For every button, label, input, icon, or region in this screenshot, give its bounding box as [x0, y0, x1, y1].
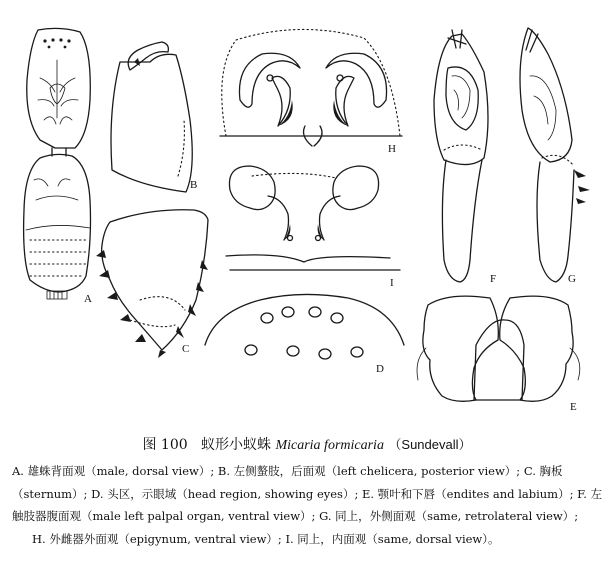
panel-a-male-dorsal-drawing — [24, 28, 92, 305]
panel-h-epigynum-ventral-drawing — [220, 29, 402, 155]
caption-line: H. 外雌器外面观（epigynum, ventral view）; I. 同上，内面观（same, dorsal view）。 — [32, 531, 500, 546]
figure-title — [0, 436, 614, 455]
panel-label-f: F — [490, 273, 497, 285]
caption-line: A. 雄蛛背面观（male, dorsal view）; B. 左侧螯肢，后面观（left chelicera, posterior view）; C. 胸板 — [12, 464, 563, 478]
panel-label-b: B — [190, 179, 198, 191]
figure-number: 图 100 — [142, 437, 188, 453]
caption-line: 触肢器腹面观（male left palpal organ, ventral view）; G. 同上，外侧面观（same, retrolateral view）; — [12, 509, 579, 523]
panel-e-endites-labium-drawing — [417, 296, 580, 413]
panel-label-h: H — [388, 143, 396, 155]
panel-b-chelicera-drawing — [111, 42, 197, 192]
panel-f-palp-ventral-drawing — [434, 30, 496, 285]
panel-label-a: A — [84, 293, 92, 305]
panel-label-g: G — [568, 273, 576, 285]
panel-label-c: C — [182, 343, 190, 355]
panel-label-e: E — [570, 401, 577, 413]
panel-g-palp-retrolateral-drawing — [520, 28, 590, 285]
panel-label-i: I — [390, 277, 394, 289]
panel-c-sternum-drawing — [96, 210, 208, 358]
panel-d-head-eyes-drawing — [205, 294, 404, 375]
species-author: （Sundevall） — [388, 437, 472, 452]
panel-i-epigynum-dorsal-drawing — [226, 166, 400, 289]
species-latin-name: Micaria formicaria — [275, 438, 384, 453]
caption-line: （sternum）; D. 头区，示眼域（head region, showing eyes）; E. 颚叶和下唇（endites and labium）; F. 左 — [12, 486, 603, 501]
panel-label-d: D — [376, 363, 384, 375]
species-chinese-name: 蚁形小蚁蛛 — [201, 437, 271, 453]
figure-caption — [12, 460, 604, 550]
